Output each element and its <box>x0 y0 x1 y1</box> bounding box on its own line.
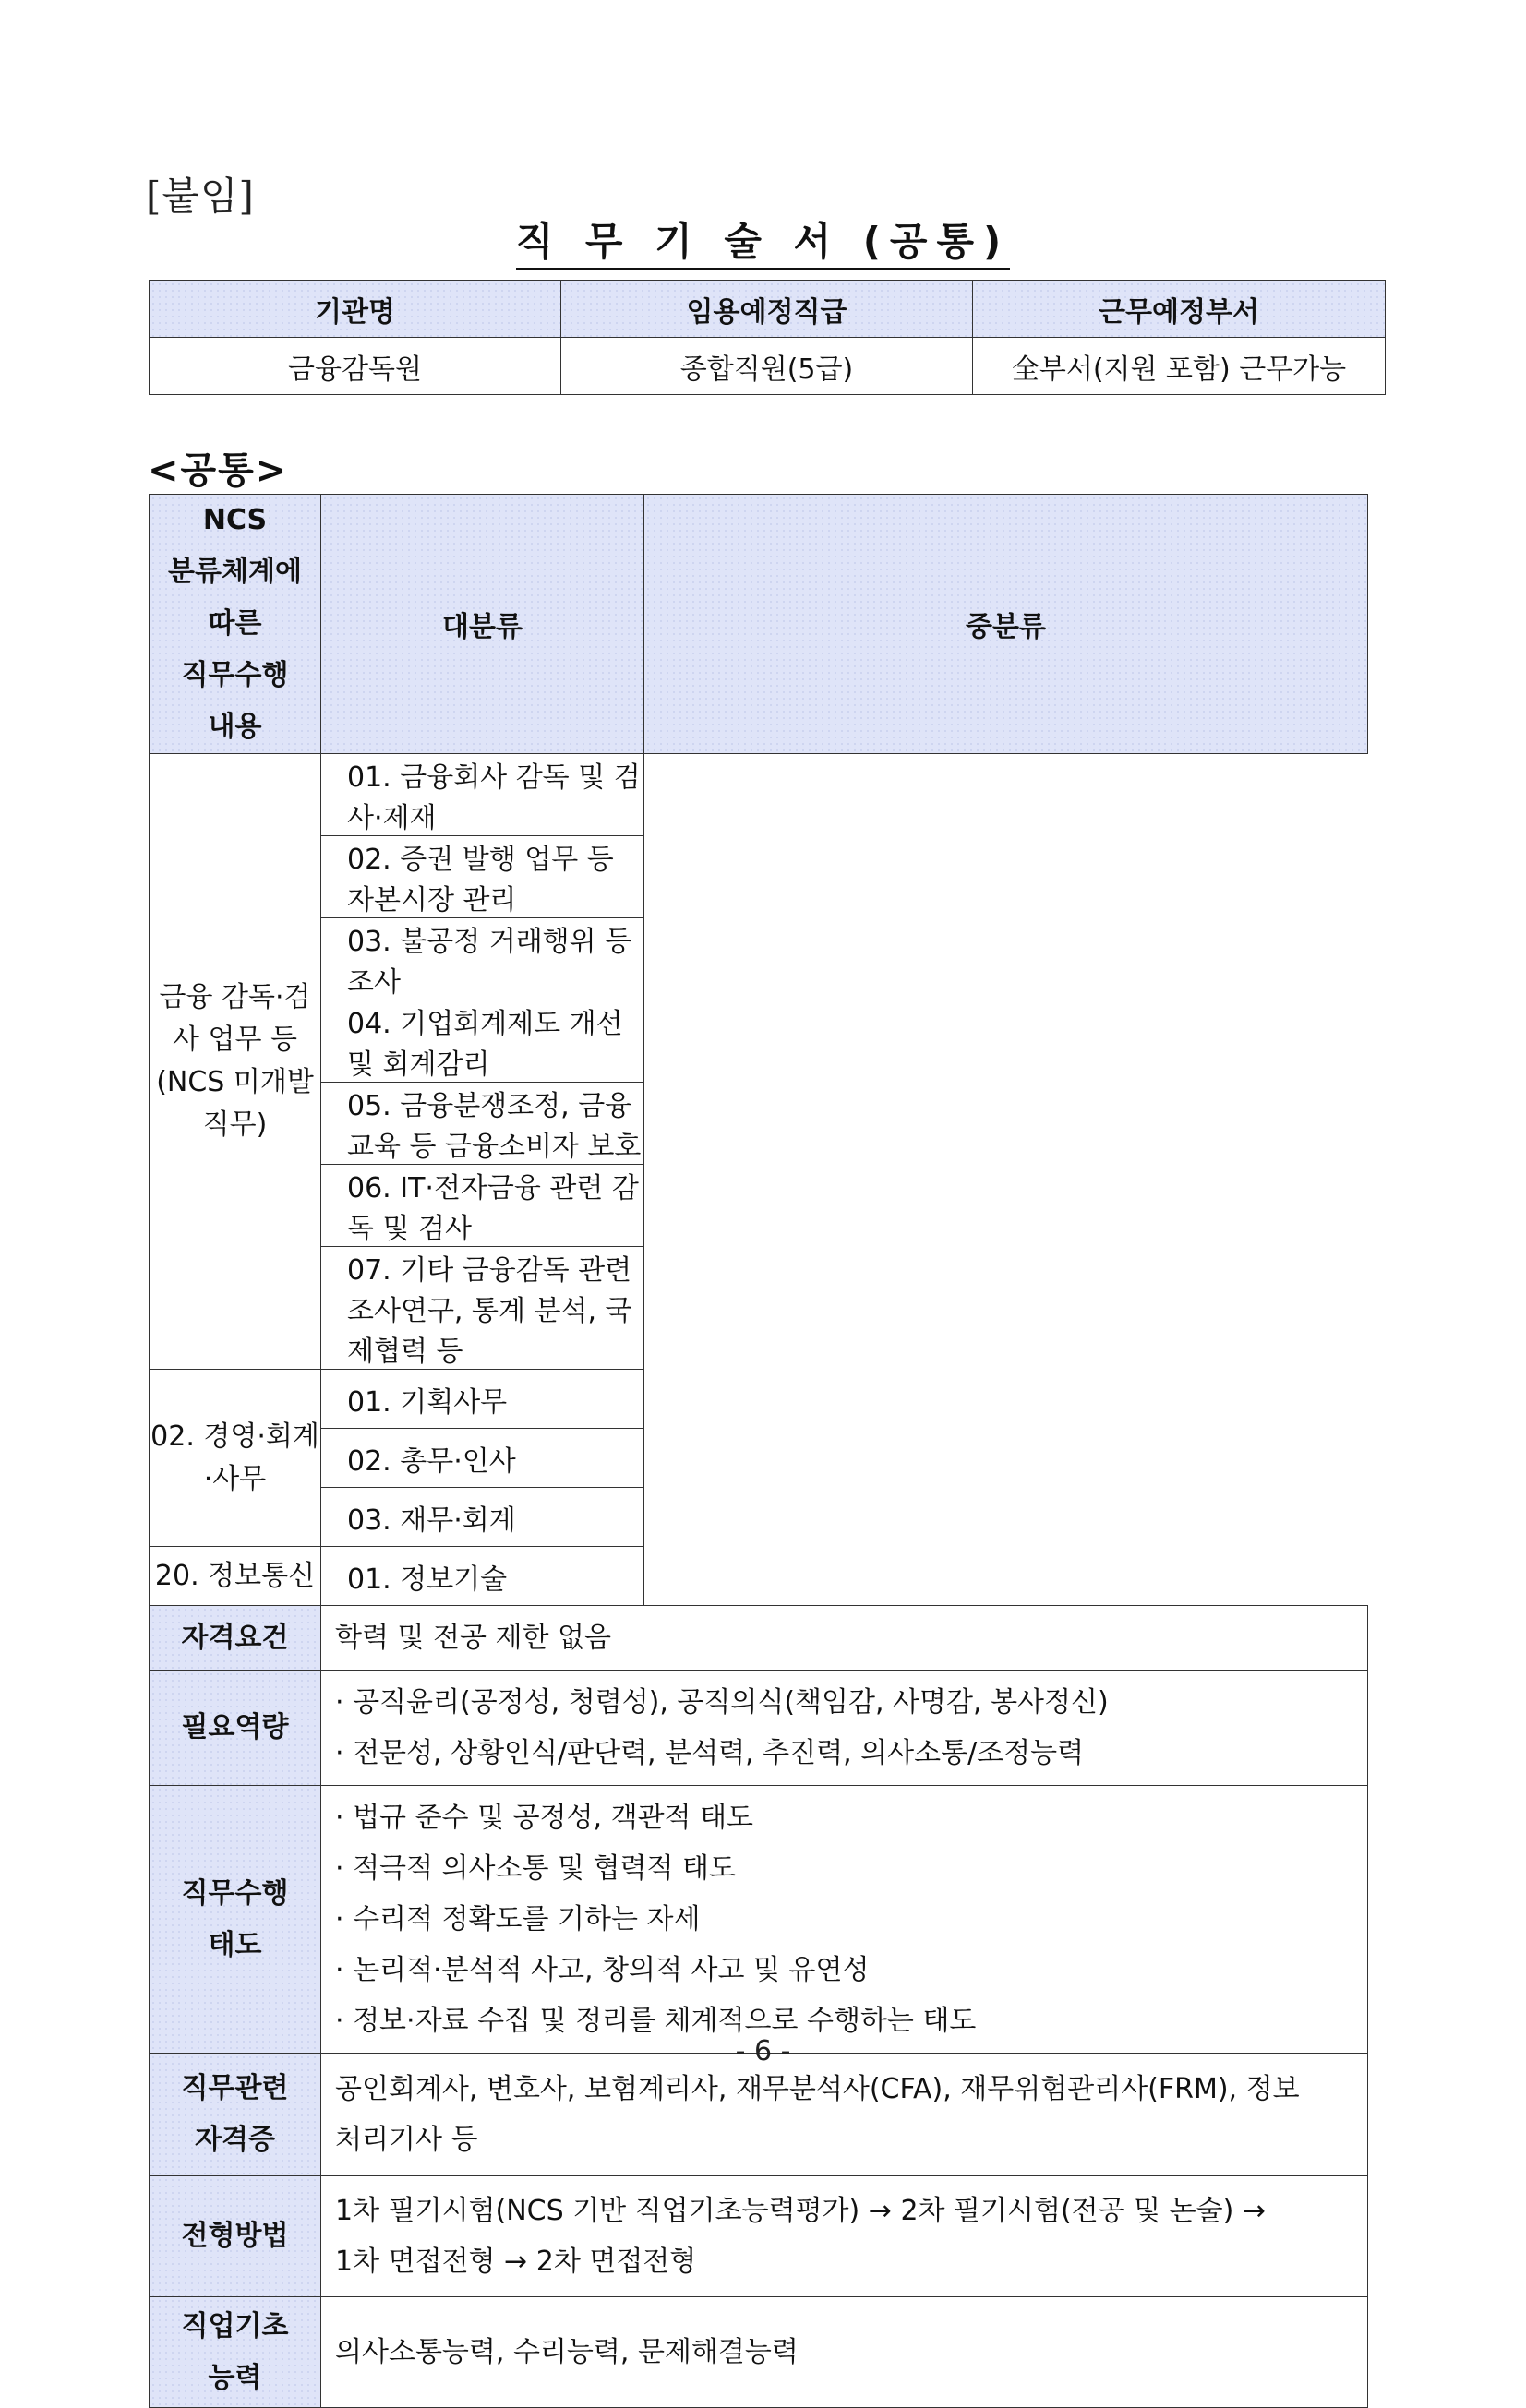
major-category-cell <box>150 1547 321 1606</box>
classification-row <box>150 1547 1368 1606</box>
info-value-row <box>150 338 1386 395</box>
info-header-agency: 기관명 <box>150 281 561 338</box>
row-label-line: 직무관련 <box>181 2072 289 2104</box>
row-content <box>321 2176 1368 2297</box>
info-row <box>150 2054 1368 2176</box>
middle-category-item: 06. IT·전자금융 관련 감독 및 검사 <box>321 1165 644 1247</box>
row-label <box>150 2297 321 2408</box>
row-label <box>150 1786 321 2054</box>
classification-row <box>150 1083 1368 1165</box>
info-value-grade: 종합직원(5급) <box>561 338 973 395</box>
info-header-department: 근무예정부서 <box>973 281 1386 338</box>
classification-row <box>150 1000 1368 1083</box>
ncs-label-line: 직무수행 <box>181 659 289 691</box>
section-title: <공통> <box>148 449 289 492</box>
middle-category-item: 03. 불공정 거래행위 등 조사 <box>321 918 644 1000</box>
row-content-line: 학력 및 전공 제한 없음 <box>335 1622 611 1654</box>
job-description-table <box>149 494 1368 2408</box>
classification-row <box>150 1429 1368 1488</box>
row-label-line: 태도 <box>208 1928 262 1961</box>
row-label-line: 직업기초 <box>181 2309 289 2342</box>
col-header-middle: 중분류 <box>644 495 1368 754</box>
page-number: - 6 - <box>735 2035 791 2067</box>
classification-row <box>150 1370 1368 1429</box>
row-label <box>150 1671 321 1786</box>
row-content-line: · 법규 준수 및 공정성, 객관적 태도 <box>335 1802 754 1834</box>
middle-category-item: 07. 기타 금융감독 관련 조사연구, 통계 분석, 국제협력 등 <box>321 1247 644 1370</box>
classification-row <box>150 918 1368 1000</box>
info-row <box>150 1606 1368 1671</box>
middle-category-item: 04. 기업회계제도 개선 및 회계감리 <box>321 1000 644 1083</box>
col-header-major: 대분류 <box>321 495 644 754</box>
row-content-line: 공인회계사, 변호사, 보험계리사, 재무분석사(CFA), 재무위험관리사(FRM), 정보 <box>335 2073 1300 2105</box>
row-content <box>321 1786 1368 2054</box>
classification-row <box>150 1247 1368 1370</box>
ncs-label-line: NCS <box>202 504 268 536</box>
major-category-cell <box>150 1370 321 1547</box>
middle-category-item: 02. 총무·인사 <box>321 1429 644 1488</box>
major-category-text: 20. 정보통신 <box>154 1559 316 1592</box>
row-content-line: 1차 필기시험(NCS 기반 직업기초능력평가) → 2차 필기시험(전공 및 논술) → <box>335 2195 1267 2227</box>
row-label-line: 직무수행 <box>181 1876 289 1910</box>
info-header-row <box>150 281 1386 338</box>
row-content-line: 의사소통능력, 수리능력, 문제해결능력 <box>335 2336 799 2368</box>
row-content <box>321 1606 1368 1671</box>
row-content-line: · 전문성, 상황인식/판단력, 분석력, 추진력, 의사소통/조정능력 <box>335 1737 1085 1769</box>
ncs-label-line: 내용 <box>208 711 262 743</box>
row-content-line: · 적극적 의사소통 및 협력적 태도 <box>335 1852 736 1885</box>
info-header-grade: 임용예정직급 <box>561 281 973 338</box>
row-content-line: · 수리적 정확도를 기하는 자세 <box>335 1903 701 1935</box>
row-label <box>150 2054 321 2176</box>
row-content <box>321 1671 1368 1786</box>
classification-row <box>150 836 1368 918</box>
row-content-line: · 논리적·분석적 사고, 창의적 사고 및 유연성 <box>335 1954 870 1986</box>
classification-row <box>150 754 1368 836</box>
row-label-line: 자격증 <box>195 2124 275 2156</box>
ncs-label-line: 분류체계에 <box>168 556 302 588</box>
attachment-label: [붙임] <box>146 174 255 219</box>
info-row <box>150 1671 1368 1786</box>
info-row <box>150 2176 1368 2297</box>
major-category-text: 금융 감독·검사 업무 등 <box>159 981 311 1056</box>
classification-row <box>150 1488 1368 1547</box>
row-content-line: · 정보·자료 수집 및 정리를 체계적으로 수행하는 태도 <box>335 2005 977 2037</box>
major-category-text: 02. 경영·회계·사무 <box>150 1420 319 1495</box>
major-category-text: (NCS 미개발 직무) <box>156 1066 314 1141</box>
ncs-label-cell <box>150 495 321 754</box>
middle-category-item: 03. 재무·회계 <box>321 1488 644 1547</box>
middle-category-item: 05. 금융분쟁조정, 금융교육 등 금융소비자 보호 <box>321 1083 644 1165</box>
classification-row <box>150 1165 1368 1247</box>
major-category-cell <box>150 754 321 1370</box>
row-content-line: · 공직윤리(공정성, 청렴성), 공직의식(책임감, 사명감, 봉사정신) <box>335 1686 1109 1719</box>
page-title-wrap <box>0 218 1526 270</box>
main-header-row <box>150 495 1368 754</box>
info-value-agency: 금융감독원 <box>150 338 561 395</box>
row-content <box>321 2297 1368 2408</box>
info-value-department: 全부서(지원 포함) 근무가능 <box>973 338 1386 395</box>
row-label-line: 필요역량 <box>181 1711 289 1743</box>
info-table <box>149 280 1386 395</box>
middle-category-item: 01. 정보기술 <box>321 1547 644 1606</box>
middle-category-item: 01. 금융회사 감독 및 검사·제재 <box>321 754 644 836</box>
row-label-line: 전형방법 <box>181 2220 289 2252</box>
row-label-line: 능력 <box>208 2361 262 2394</box>
row-content <box>321 2054 1368 2176</box>
info-row <box>150 1786 1368 2054</box>
middle-category-item: 02. 증권 발행 업무 등 자본시장 관리 <box>321 836 644 918</box>
row-label <box>150 1606 321 1671</box>
row-content-line: 1차 면접전형 → 2차 면접전형 <box>335 2246 697 2278</box>
ncs-label-line: 따른 <box>208 607 262 640</box>
page-title: 직 무 기 술 서 (공통) <box>516 218 1011 270</box>
middle-category-item: 01. 기획사무 <box>321 1370 644 1429</box>
row-label-line: 자격요건 <box>181 1621 289 1654</box>
info-row <box>150 2297 1368 2408</box>
row-content-line: 처리기사 등 <box>335 2124 478 2156</box>
row-label <box>150 2176 321 2297</box>
